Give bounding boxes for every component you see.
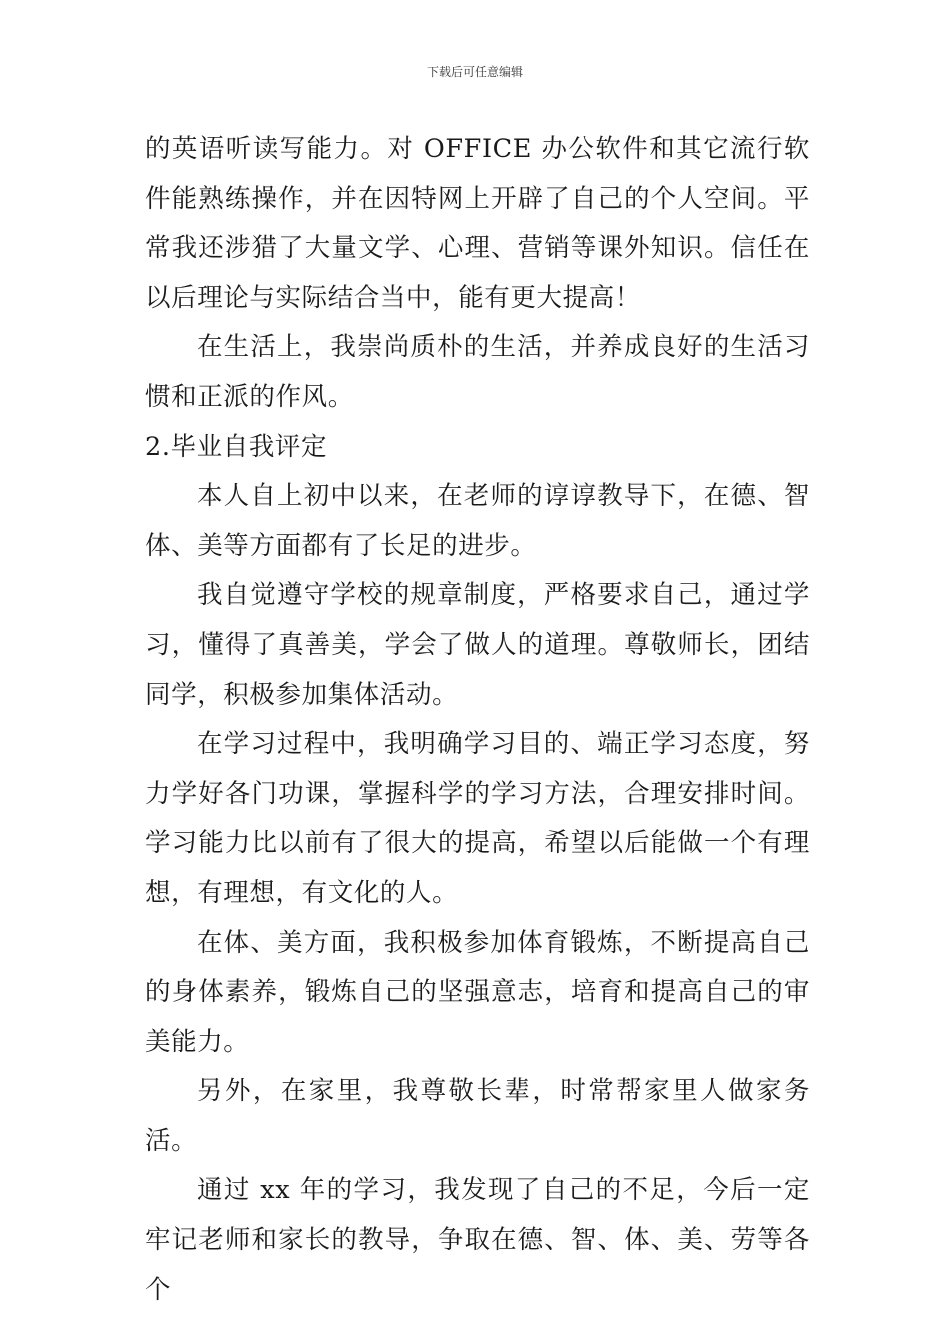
paragraph-conduct: 我自觉遵守学校的规章制度，严格要求自己，通过学习，懂得了真善美，学会了做人的道理。尊敬师长，团结同学，积极参加集体活动。 xyxy=(145,580,810,710)
paragraph-home: 另外，在家里，我尊敬长辈，时常帮家里人做家务活。 xyxy=(145,1076,810,1156)
paragraph-conclusion: 通过 xx 年的学习，我发现了自己的不足，今后一定牢记老师和家长的教导，争取在德、智、体、美、劳等各个 xyxy=(145,1175,810,1305)
paragraph-intro: 本人自上初中以来，在老师的谆谆教导下，在德、智体、美等方面都有了长足的进步。 xyxy=(145,481,810,561)
document-body xyxy=(145,125,810,1315)
paragraph-life: 在生活上，我崇尚质朴的生活，并养成良好的生活习惯和正派的作风。 xyxy=(145,332,810,412)
page-header: 下载后可任意编辑 xyxy=(426,65,523,79)
section-heading: 2.毕业自我评定 xyxy=(145,431,328,462)
paragraph-study: 在学习过程中，我明确学习目的、端正学习态度，努力学好各门功课，掌握科学的学习方法，合理安排时间。学习能力比以前有了很大的提高，希望以后能做一个有理想，有理想，有文化的人。 xyxy=(145,729,810,908)
paragraph-physical: 在体、美方面，我积极参加体育锻炼，不断提高自己的身体素养，锻炼自己的坚强意志，培育和提高自己的审美能力。 xyxy=(145,927,810,1057)
paragraph-skills: 的英语听读写能力。对 OFFICE 办公软件和其它流行软件能熟练操作，并在因特网上开辟了自己的个人空间。平常我还涉猎了大量文学、心理、营销等课外知识。信任在以后理论与实际结合当中，能有更大提高！ xyxy=(145,134,810,313)
